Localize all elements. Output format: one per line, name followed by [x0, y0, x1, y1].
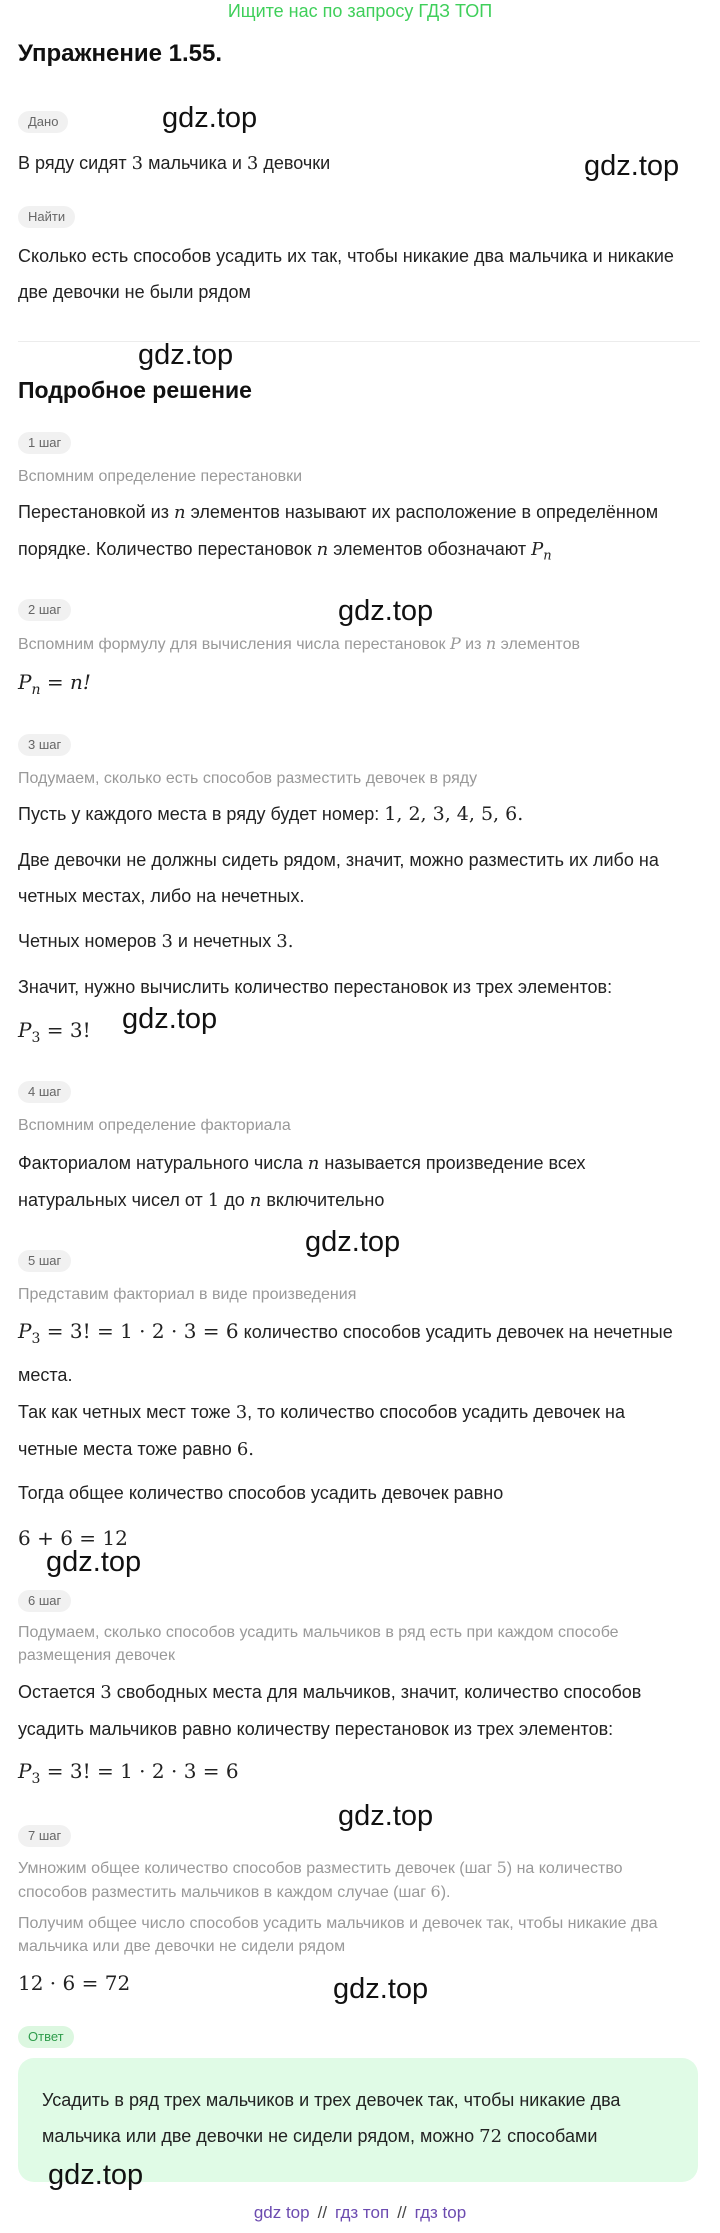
step-3-p2: Две девочки не должны сидеть рядом, значит, можно разместить их либо на четных местах, либо на нечетных.: [18, 850, 659, 906]
watermark: gdz.top: [48, 2159, 144, 2191]
step-6-formula: $P_3 = 3$! = 1 · 2 · 3 = 6: [18, 1759, 239, 1787]
page-title: Упражнение 1.55.: [18, 40, 223, 67]
step-5-p2: Так как четных мест тоже 3, то количество способов усадить девочек на четные места тоже равно 6.: [18, 1402, 625, 1460]
step-3-p4: Значит, нужно вычислить количество перестановок из трех элементов:: [18, 977, 613, 997]
step-2-label: 2 шаг: [18, 599, 71, 621]
answer-label: Ответ: [18, 2026, 74, 2048]
watermark: gdz.top: [122, 1003, 218, 1035]
divider: [18, 341, 700, 342]
step-6-hint: Подумаем, сколько способов усадить мальчиков в ряд есть при каждом способе размещения девочек: [18, 1624, 619, 1664]
step-2-hint: Вспомним формулу для вычисления числа перестановок P из n элементов: [18, 634, 580, 653]
step-3-p1: Пусть у каждого места в ряду будет номер: 1, 2, 3, 4, 5, 6.: [18, 803, 524, 825]
step-6-label: 6 шаг: [18, 1590, 71, 1612]
watermark: gdz.top: [46, 1546, 142, 1578]
step-4-hint: Вспомним определение факториала: [18, 1117, 291, 1134]
step-5-label: 5 шаг: [18, 1250, 71, 1272]
watermark: gdz.top: [584, 150, 680, 182]
step-1-hint: Вспомним определение перестановки: [18, 468, 303, 485]
step-7-note: Получим общее число способов усадить мальчиков и девочек так, чтобы никакие два мальчика или две девочки не сидели рядом: [18, 1915, 658, 1955]
watermark: gdz.top: [305, 1226, 401, 1258]
footer-link-gdz-top[interactable]: gdz top: [253, 2203, 310, 2222]
step-7-label: 7 шаг: [18, 1825, 71, 1847]
answer-text: Усадить в ряд трех мальчиков и трех девочек так, чтобы никакие два мальчика или две девочки не сидели рядом, можно 72 способами: [42, 2090, 621, 2147]
step-5-p3: Тогда общее количество способов усадить девочек равно: [18, 1483, 504, 1503]
step-6-text: Остается 3 свободных места для мальчиков, значит, количество способов усадить мальчиков равно количеству перестановок из трех элементов:: [18, 1682, 642, 1739]
step-2-formula: $P_n = n$!: [18, 670, 91, 698]
step-3-formula: $P_3 = 3$!: [18, 1018, 91, 1046]
step-5-p1: $P_3 = 3$! = 1 · 2 · 3 = 6 количество способов усадить девочек на нечетные места.: [18, 1319, 673, 1385]
step-5-formula: 6 + 6 = 12: [18, 1526, 128, 1550]
footer-separator: //: [317, 2203, 328, 2222]
step-4-text: Факториалом натурального числа n называется произведение всех натуральных чисел от 1 до n включительно: [18, 1153, 586, 1211]
given-label: Дано: [18, 111, 68, 133]
watermark: gdz.top: [138, 339, 234, 371]
find-text: Сколько есть способов усадить их так, чтобы никакие два мальчика и никакие две девочки не были рядом: [18, 246, 674, 302]
given-text: В ряду сидят 3 мальчика и 3 девочки: [18, 153, 331, 174]
step-5-hint: Представим факториал в виде произведения: [18, 1286, 357, 1303]
step-1-text: Перестановкой из n элементов называют их расположение в определённом порядке. Количество перестановок n элементов обозначают $P_n$: [18, 502, 659, 564]
watermark: gdz.top: [338, 595, 434, 627]
watermark: gdz.top: [162, 102, 258, 134]
step-3-hint: Подумаем, сколько есть способов разместить девочек в ряду: [18, 770, 478, 787]
footer-links: [0, 2203, 720, 2223]
footer-separator: //: [397, 2203, 407, 2222]
step-1-label: 1 шаг: [18, 432, 71, 454]
watermark: gdz.top: [338, 1800, 434, 1832]
step-7-formula: 12 · 6 = 72: [18, 1971, 131, 1995]
footer-link-gdz-top-ru[interactable]: гдз топ: [335, 2203, 390, 2222]
watermark: gdz.top: [333, 1973, 429, 2005]
solution-title: Подробное решение: [18, 377, 252, 403]
step-3-label: 3 шаг: [18, 734, 71, 756]
footer-link-gdz-top-mixed[interactable]: гдз top: [414, 2203, 467, 2222]
find-label: Найти: [18, 206, 75, 228]
step-3-p3: Четных номеров 3 и нечетных 3.: [18, 931, 294, 952]
search-banner: Ищите нас по запросу ГДЗ ТОП: [227, 1, 493, 21]
step-4-label: 4 шаг: [18, 1081, 71, 1103]
step-7-hint: Умножим общее количество способов разместить девочек (шаг 5) на количество способов разместить мальчиков в каждом случае (шаг 6).: [18, 1858, 623, 1901]
